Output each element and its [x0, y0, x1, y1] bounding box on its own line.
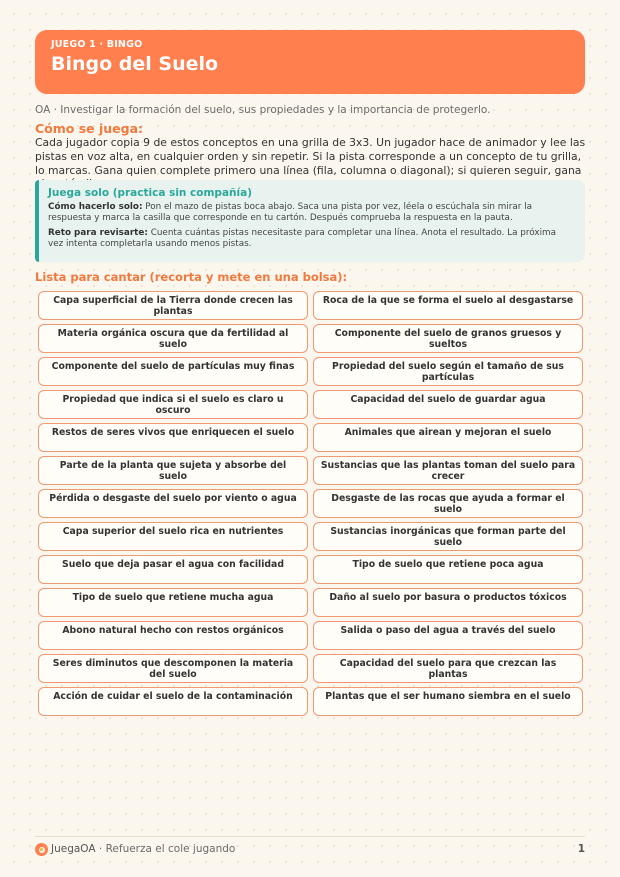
clue-card[interactable]: Capacidad del suelo para que crezcan las plantas [313, 654, 583, 683]
solo-how-text: Pon el mazo de pistas boca abajo. Saca una pista por vez, léela o escúchala sin mirar la respuesta y marca la casilla que corresponde en tu cartón. Después comprueba la respuesta en la pauta. [48, 202, 533, 224]
how-to-play-heading: Cómo se juega: [35, 121, 144, 136]
clue-card[interactable]: Capa superficial de la Tierra donde crecen las plantas [38, 291, 308, 320]
clue-card[interactable]: Roca de la que se forma el suelo al desgastarse [313, 291, 583, 320]
page-title: Bingo del Suelo [51, 53, 219, 75]
clue-card[interactable]: Parte de la planta que sujeta y absorbe del suelo [38, 456, 308, 485]
solo-how-label: Cómo hacerlo solo: [48, 202, 143, 212]
clue-card[interactable]: Componente del suelo de partículas muy finas [38, 357, 308, 386]
solo-challenge-paragraph [48, 228, 573, 251]
clue-list-heading: Lista para cantar (recorta y mete en una bolsa): [35, 270, 348, 284]
clue-card[interactable]: Componente del suelo de granos gruesos y sueltos [313, 324, 583, 353]
footer-tagline: · Refuerza el cole jugando [95, 843, 236, 855]
game-kicker: JUEGO 1 · BINGO [51, 39, 143, 50]
solo-play-box [35, 180, 585, 262]
clue-card[interactable]: Restos de seres vivos que enriquecen el suelo [38, 423, 308, 452]
clue-card[interactable]: Suelo que deja pasar el agua con facilidad [38, 555, 308, 584]
clue-card[interactable]: Abono natural hecho con restos orgánicos [38, 621, 308, 650]
title-banner [35, 30, 585, 94]
clue-card[interactable]: Materia orgánica oscura que da fertilidad al suelo [38, 324, 308, 353]
page-number: 1 [577, 843, 585, 855]
clue-card[interactable]: Capacidad del suelo de guardar agua [313, 390, 583, 419]
clue-card[interactable]: Pérdida o desgaste del suelo por viento o agua [38, 489, 308, 518]
brand-logo-icon [35, 843, 48, 856]
clue-card[interactable]: Sustancias inorgánicas que forman parte del suelo [313, 522, 583, 551]
clue-card[interactable]: Tipo de suelo que retiene mucha agua [38, 588, 308, 617]
footer-brand-name: JuegaOA [51, 843, 96, 855]
clue-card[interactable]: Propiedad que indica si el suelo es claro u oscuro [38, 390, 308, 419]
clue-card[interactable]: Tipo de suelo que retiene poca agua [313, 555, 583, 584]
clue-card[interactable]: Plantas que el ser humano siembra en el suelo [313, 687, 583, 716]
footer-brand [51, 843, 235, 855]
clue-card[interactable]: Salida o paso del agua a través del suelo [313, 621, 583, 650]
clue-card[interactable]: Daño al suelo por basura o productos tóxicos [313, 588, 583, 617]
clue-card[interactable]: Capa superior del suelo rica en nutrientes [38, 522, 308, 551]
clue-card[interactable]: Seres diminutos que descomponen la materia del suelo [38, 654, 308, 683]
how-to-play-text: Cada jugador copia 9 de estos conceptos en una grilla de 3x3. Un jugador hace de animador y lee las pistas en voz alta, en cualquier orden y sin repetir. Si la pista corresponde a un concepto de tu grilla, lo marcas. Gana quien complete primero una línea (fila, columna o diagonal); si quieren seguir, gana [35, 136, 586, 177]
clue-card[interactable]: Acción de cuidar el suelo de la contaminación [38, 687, 308, 716]
learning-objective: OA · Investigar la formación del suelo, sus propiedades y la importancia de protegerlo. [35, 104, 491, 116]
clue-card[interactable]: Desgaste de las rocas que ayuda a formar el suelo [313, 489, 583, 518]
clue-card[interactable]: Sustancias que las plantas toman del suelo para crecer [313, 456, 583, 485]
solo-challenge-text: Cuenta cuántas pistas necesitaste para completar una línea. Anota el resultado. La próxima vez intenta completarla usando menos pistas. [48, 227, 557, 250]
footer-divider [35, 836, 585, 837]
clue-card[interactable]: Propiedad del suelo según el tamaño de sus partículas [313, 357, 583, 386]
solo-play-heading: Juega solo (practica sin compañía) [48, 187, 252, 199]
clue-card[interactable]: Animales que airean y mejoran el suelo [313, 423, 583, 452]
solo-how-paragraph [48, 202, 573, 225]
solo-challenge-label: Reto para revisarte: [48, 227, 148, 238]
